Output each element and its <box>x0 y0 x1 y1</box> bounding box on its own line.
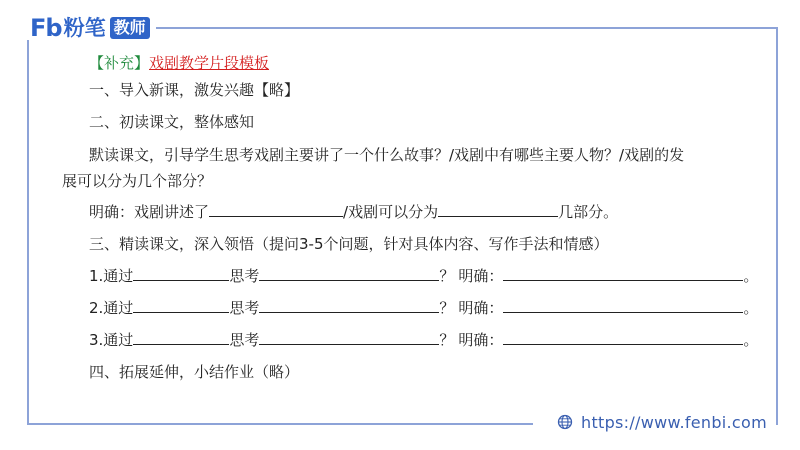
section-2-answer <box>89 196 769 228</box>
logo-mark: Fb <box>30 14 62 42</box>
item-end: 。 <box>743 331 759 349</box>
via-blank[interactable] <box>133 296 229 313</box>
section-1: 一、导入新课，激发兴趣【略】 <box>89 81 300 99</box>
section-3-item-3 <box>89 324 769 356</box>
item-prefix: 2.通过 <box>89 299 134 317</box>
document-title: 戏剧教学片段模板 <box>149 54 270 72</box>
answer-label: 明确：戏剧讲述了 <box>89 203 210 221</box>
item-answer-label: 明确： <box>458 267 504 285</box>
item-answer-label: 明确： <box>458 331 504 349</box>
section-2: 二、初读课文，整体感知 <box>89 113 255 131</box>
item-question-mark: ？ <box>439 267 455 285</box>
item-question-mark: ？ <box>439 299 455 317</box>
frame-left-border <box>27 40 29 423</box>
parts-blank[interactable] <box>438 200 558 217</box>
globe-icon <box>557 414 573 430</box>
heading-line <box>89 52 769 74</box>
item-answer-label: 明确： <box>458 299 504 317</box>
footer <box>553 410 771 434</box>
section-4: 四、拓展延伸，小结作业（略） <box>89 363 300 381</box>
item-end: 。 <box>743 267 759 285</box>
item-think: 思考 <box>229 299 260 317</box>
item-think: 思考 <box>229 331 260 349</box>
section-3-item-1 <box>89 260 769 292</box>
answer-end: 几部分。 <box>558 203 619 221</box>
answer-blank[interactable] <box>503 328 743 345</box>
supplement-tag: 【补充】 <box>89 54 150 72</box>
item-think: 思考 <box>229 267 260 285</box>
item-end: 。 <box>743 299 759 317</box>
item-prefix: 1.通过 <box>89 267 134 285</box>
answer-blank[interactable] <box>503 296 743 313</box>
item-question-mark: ？ <box>439 331 455 349</box>
frame-bottom-border <box>27 423 533 425</box>
frame-top-border <box>148 27 776 29</box>
section-2-paragraph-line-1: 默读课文，引导学生思考戏剧主要讲了一个什么故事？/戏剧中有哪些主要人物？/戏剧的发 <box>89 146 685 164</box>
item-prefix: 3.通过 <box>89 331 134 349</box>
via-blank[interactable] <box>133 328 229 345</box>
section-3-item-2 <box>89 292 769 324</box>
think-blank[interactable] <box>259 328 439 345</box>
logo-badge: 教师 <box>110 17 150 39</box>
think-blank[interactable] <box>259 296 439 313</box>
document-body <box>62 52 769 388</box>
logo-brand-name: 粉笔 <box>63 16 106 40</box>
think-blank[interactable] <box>259 264 439 281</box>
footer-url-link[interactable]: https://www.fenbi.com <box>581 412 768 432</box>
section-3: 三、精读课文，深入领悟（提问3-5个问题，针对具体内容、写作手法和情感） <box>89 235 609 253</box>
section-2-paragraph-line-2: 展可以分为几个部分？ <box>62 172 213 190</box>
fenbi-logo <box>30 14 156 42</box>
frame-right-border <box>776 27 778 425</box>
answer-blank[interactable] <box>503 264 743 281</box>
via-blank[interactable] <box>133 264 229 281</box>
answer-mid: /戏剧可以分为 <box>343 203 439 221</box>
story-blank[interactable] <box>209 200 343 217</box>
